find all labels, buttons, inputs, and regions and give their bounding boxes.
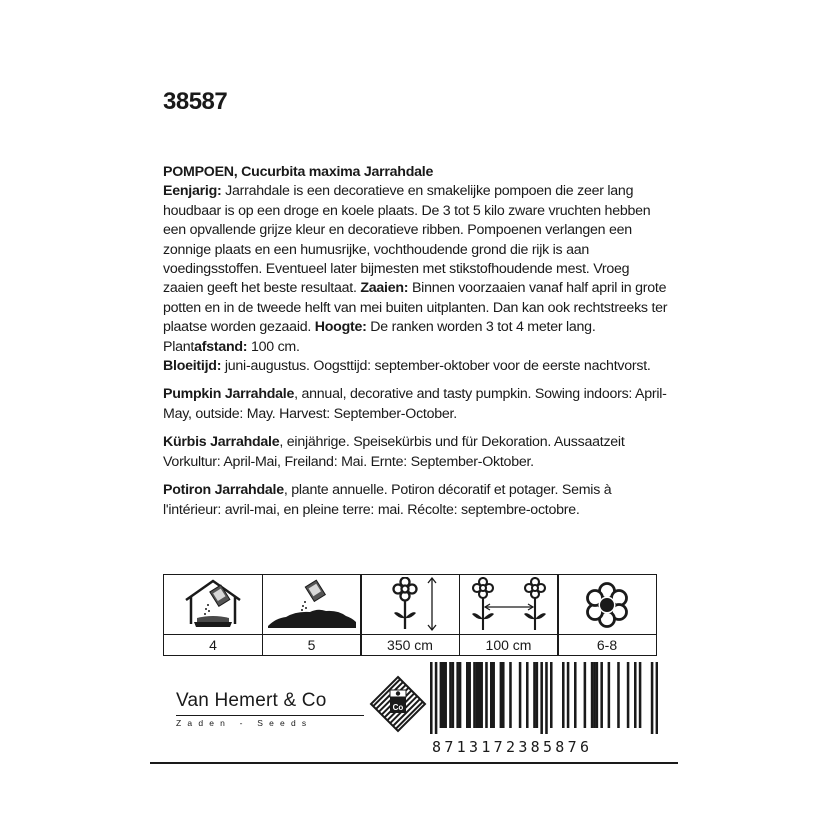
barcode-bar xyxy=(519,662,522,728)
barcode-bar xyxy=(468,662,471,728)
barcode-bar xyxy=(639,662,642,728)
barcode-bar xyxy=(490,662,493,728)
barcode-bar xyxy=(430,662,433,734)
barcode-bar xyxy=(574,662,577,728)
barcode-bar xyxy=(500,662,503,728)
barcode-bar xyxy=(608,662,611,728)
plant-height-cell xyxy=(360,574,460,656)
barcode xyxy=(430,662,658,734)
outdoor-sowing-value: 5 xyxy=(307,637,316,653)
seal-letters: Co xyxy=(392,703,404,712)
flowering-cell xyxy=(557,574,657,656)
barcode-bar xyxy=(536,662,539,728)
dutch-title: POMPOEN, Cucurbita maxima Jarrahdale xyxy=(163,164,434,180)
plant-spacing-value: 100 cm xyxy=(485,637,532,653)
barcode-bar xyxy=(456,662,459,728)
barcode-bar xyxy=(466,662,469,728)
barcode-bar xyxy=(449,662,452,728)
barcode-bar xyxy=(533,662,536,728)
text-annual: Jarrahdale is een decoratieve en smakelijke pompoen die zeer lang houdbaar is op een droge en koele plaats. De 3 tot 5 kilo zware vruchten hebben een opvallende grijze kleur en decoratieve ribben. Pompoenen verlangen een zonnige plaats en een humusrijke, vochthoudende grond die rijk is aan voedingsstoffen. Eventueel later bijmesten met stikstofhoudende mest. Vroeg zaaien geeft het beste resultaat. xyxy=(163,183,651,297)
product-code: 38587 xyxy=(163,88,228,115)
indoor-sowing-cell xyxy=(163,574,263,656)
barcode-bar xyxy=(476,662,479,728)
french-text: , plante annuelle. Potiron décoratif et potager. Semis à l'intérieur: avril-mai, en pleine terre: mai. Récolte: septembre-octobre. xyxy=(163,482,612,518)
label-spacing: afstand: xyxy=(194,338,248,355)
bottom-rule xyxy=(150,762,678,764)
barcode-bar xyxy=(459,662,462,728)
barcode-bar xyxy=(485,662,488,728)
barcode-bar xyxy=(526,662,529,728)
barcode-bar xyxy=(593,662,596,728)
english-text: , annual, decorative and tasty pumpkin. Sowing indoors: April-May, outside: May. Harvest: September-October. xyxy=(163,386,667,422)
description-block xyxy=(163,163,668,529)
barcode-bar xyxy=(480,662,483,728)
outdoor-sowing-icon xyxy=(266,578,358,632)
barcode-bar xyxy=(591,662,594,728)
barcode-bar xyxy=(440,662,443,728)
plant-spacing-icon xyxy=(466,577,552,633)
quality-seal-icon xyxy=(369,675,427,733)
german-description xyxy=(163,433,668,472)
label-height: Hoogte: xyxy=(314,319,367,336)
barcode-bar xyxy=(600,662,603,728)
flowering-value: 6-8 xyxy=(596,637,618,653)
brand-name: Van Hemert & Co xyxy=(176,690,327,711)
barcode-bar xyxy=(562,662,565,728)
barcode-bar xyxy=(627,662,630,728)
indoor-sowing-icon xyxy=(178,578,248,632)
barcode-bar xyxy=(550,662,553,728)
barcode-bar xyxy=(442,662,445,728)
barcode-bar xyxy=(492,662,495,728)
brand-logo xyxy=(176,690,364,728)
plant-spacing-cell xyxy=(459,574,559,656)
english-name: Pumpkin Jarrahdale xyxy=(163,386,295,403)
barcode-bar xyxy=(617,662,620,728)
barcode-bar xyxy=(502,662,505,728)
barcode-bar xyxy=(656,662,658,734)
english-description xyxy=(163,385,668,424)
label-flowering: Bloeitijd: xyxy=(163,358,222,375)
dutch-description xyxy=(163,163,668,376)
barcode-bar xyxy=(452,662,455,728)
barcode-bar xyxy=(545,662,548,734)
text-spacing: 100 cm. xyxy=(247,338,300,355)
barcode-bar xyxy=(478,662,481,728)
text-height: De ranken worden 3 tot 4 meter lang. xyxy=(366,319,596,336)
barcode-bar xyxy=(651,662,654,734)
text-flowering: juni-augustus. Oogsttijd: september-oktober voor de eerste nachtvorst. xyxy=(221,358,651,375)
label-annual: Eenjarig: xyxy=(163,183,222,200)
german-text: , einjährige. Speisekürbis und für Dekoration. Aussaatzeit Vorkultur: April-Mai, Freiland: Mai. Ernte: September-Oktober. xyxy=(163,434,625,470)
barcode-bar xyxy=(473,662,476,728)
plant-height-icon xyxy=(375,577,445,633)
barcode-bar xyxy=(584,662,587,728)
french-name: Potiron Jarrahdale xyxy=(163,482,284,499)
outdoor-sowing-cell xyxy=(262,574,362,656)
french-description xyxy=(163,481,668,520)
sowing-info-table xyxy=(163,574,663,658)
indoor-sowing-value: 4 xyxy=(209,637,217,653)
brand-divider xyxy=(176,715,364,716)
barcode-bar xyxy=(567,662,570,728)
german-name: Kürbis Jarrahdale xyxy=(163,434,280,451)
text-sowing: Binnen voorzaaien vanaf half april in grote potten en in de tweede helft van mei buiten uitplanten. Dan kan ook rechtstreeks ter plaatse worden gezaaid. xyxy=(163,280,668,336)
flowering-icon xyxy=(582,580,632,630)
barcode-number: 8713172385876 xyxy=(432,738,593,756)
barcode-bar xyxy=(444,662,447,728)
brand-subtitle: Zaden - Seeds xyxy=(176,718,313,728)
barcode-bar xyxy=(634,662,637,728)
label-spacing-prefix: Plant xyxy=(163,338,195,355)
barcode-bar xyxy=(435,662,438,734)
label-sowing: Zaaien: xyxy=(360,280,409,297)
barcode-bar xyxy=(540,662,543,734)
barcode-bar xyxy=(596,662,599,728)
plant-height-value: 350 cm xyxy=(387,637,433,653)
barcode-bar xyxy=(509,662,512,728)
